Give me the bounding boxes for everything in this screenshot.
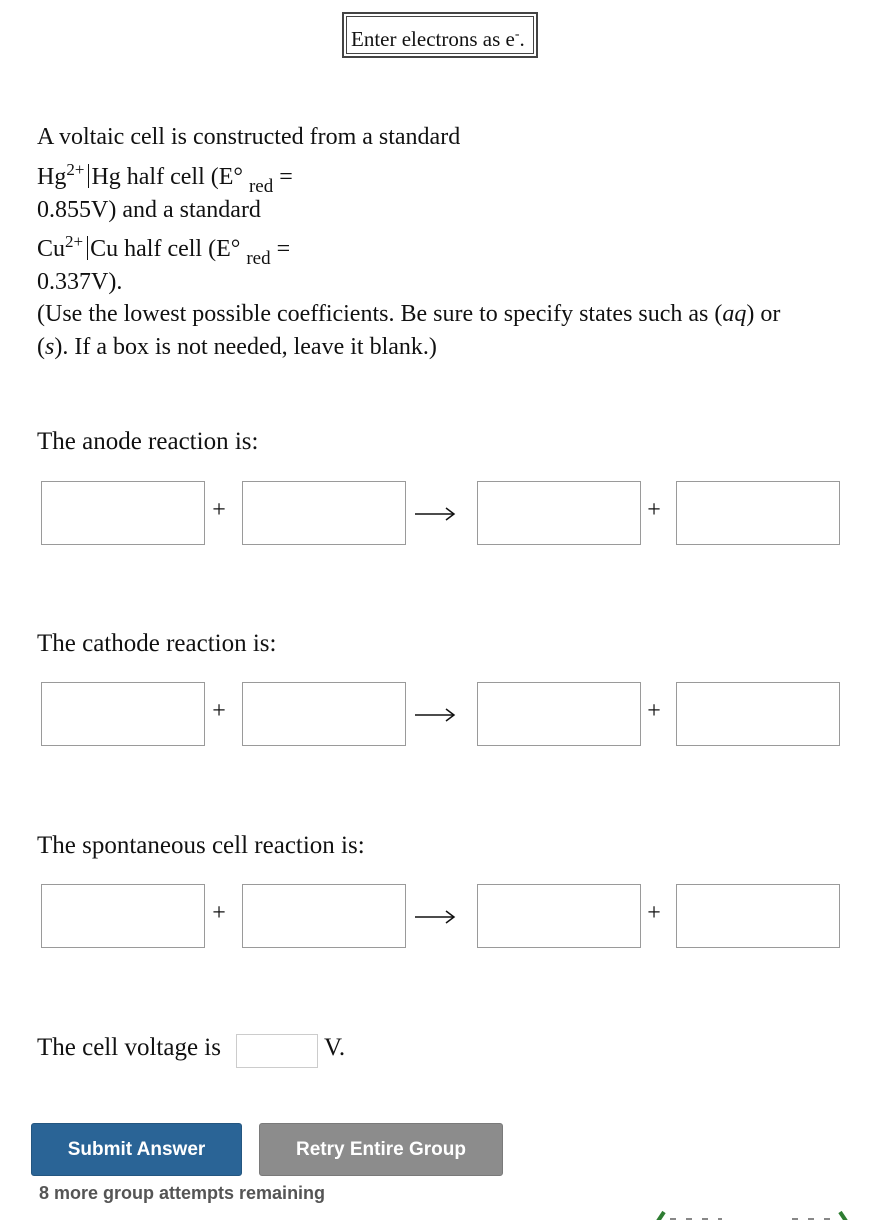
voltage-label: The cell voltage is [37, 1034, 221, 1061]
anode-label: The anode reaction is: [37, 428, 259, 455]
cell1-charge: 2+ [66, 160, 85, 179]
cell2-ion: Cu [37, 236, 66, 262]
cathode-reaction [41, 682, 841, 746]
next-nav-button[interactable] [790, 1208, 860, 1220]
spontaneous-product-1-input[interactable] [477, 884, 641, 948]
spontaneous-product-2-input[interactable] [676, 884, 840, 948]
anode-product-2-input[interactable] [676, 481, 840, 545]
cell2-red: red [246, 248, 271, 269]
retry-entire-group-button[interactable]: Retry Entire Group [259, 1123, 503, 1176]
cell1-ion: Hg [37, 164, 67, 190]
next-arrow-icon [790, 1209, 860, 1220]
anode-arrow-icon [411, 497, 459, 527]
spontaneous-arrow-icon [411, 900, 459, 930]
spontaneous-plus-1: + [212, 900, 226, 926]
spontaneous-label: The spontaneous cell reaction is: [37, 832, 365, 859]
cathode-arrow-icon [411, 698, 459, 728]
cell2-metal: Cu [90, 236, 119, 262]
submit-answer-button[interactable]: Submit Answer [31, 1123, 242, 1176]
problem-cell1-value: 0.855V) and a standard [37, 197, 261, 223]
hint-text: Enter electrons as e [351, 27, 515, 51]
cell-voltage-input[interactable] [236, 1034, 318, 1068]
hint-sup: - [514, 27, 520, 42]
anode-reactant-1-input[interactable] [41, 481, 205, 545]
previous-arrow-icon [650, 1209, 730, 1220]
cell2-half: half cell (E° [118, 236, 241, 262]
electron-hint-box [342, 12, 538, 58]
cell1-bar [88, 164, 89, 188]
spontaneous-plus-2: + [647, 900, 661, 926]
problem-instructions-2: (s). If a box is not needed, leave it blank.) [37, 334, 437, 360]
cell1-red: red [248, 176, 274, 197]
attempts-remaining: 8 more group attempts remaining [39, 1183, 326, 1203]
anode-plus-1: + [212, 497, 226, 523]
cell2-bar [87, 236, 88, 260]
cathode-reactant-2-input[interactable] [242, 682, 406, 746]
anode-reactant-2-input[interactable] [242, 481, 406, 545]
voltage-unit: V. [324, 1034, 346, 1061]
cell1-half: half cell (E° [120, 164, 243, 190]
problem-cell2 [37, 232, 291, 269]
previous-nav-button[interactable] [650, 1208, 730, 1220]
problem-line1: A voltaic cell is constructed from a standard [37, 124, 461, 150]
anode-plus-2: + [647, 497, 661, 523]
cathode-label: The cathode reaction is: [37, 630, 277, 657]
problem-cell1 [37, 160, 293, 197]
hint-end: . [519, 27, 525, 51]
problem-instructions-1: (Use the lowest possible coefficients. Be sure to specify states such as (aq) or [37, 301, 781, 327]
cell2-eq: = [270, 236, 291, 262]
anode-product-1-input[interactable] [477, 481, 641, 545]
cell1-metal: Hg [91, 164, 121, 190]
problem-cell2-value: 0.337V). [37, 269, 123, 295]
spontaneous-reactant-2-input[interactable] [242, 884, 406, 948]
cathode-plus-1: + [212, 698, 226, 724]
cathode-product-1-input[interactable] [477, 682, 641, 746]
cell1-eq: = [273, 164, 293, 190]
spontaneous-reaction [41, 884, 841, 948]
cathode-reactant-1-input[interactable] [41, 682, 205, 746]
spontaneous-reactant-1-input[interactable] [41, 884, 205, 948]
anode-reaction [41, 481, 841, 545]
cathode-plus-2: + [647, 698, 661, 724]
cathode-product-2-input[interactable] [676, 682, 840, 746]
cell2-charge: 2+ [65, 232, 84, 251]
